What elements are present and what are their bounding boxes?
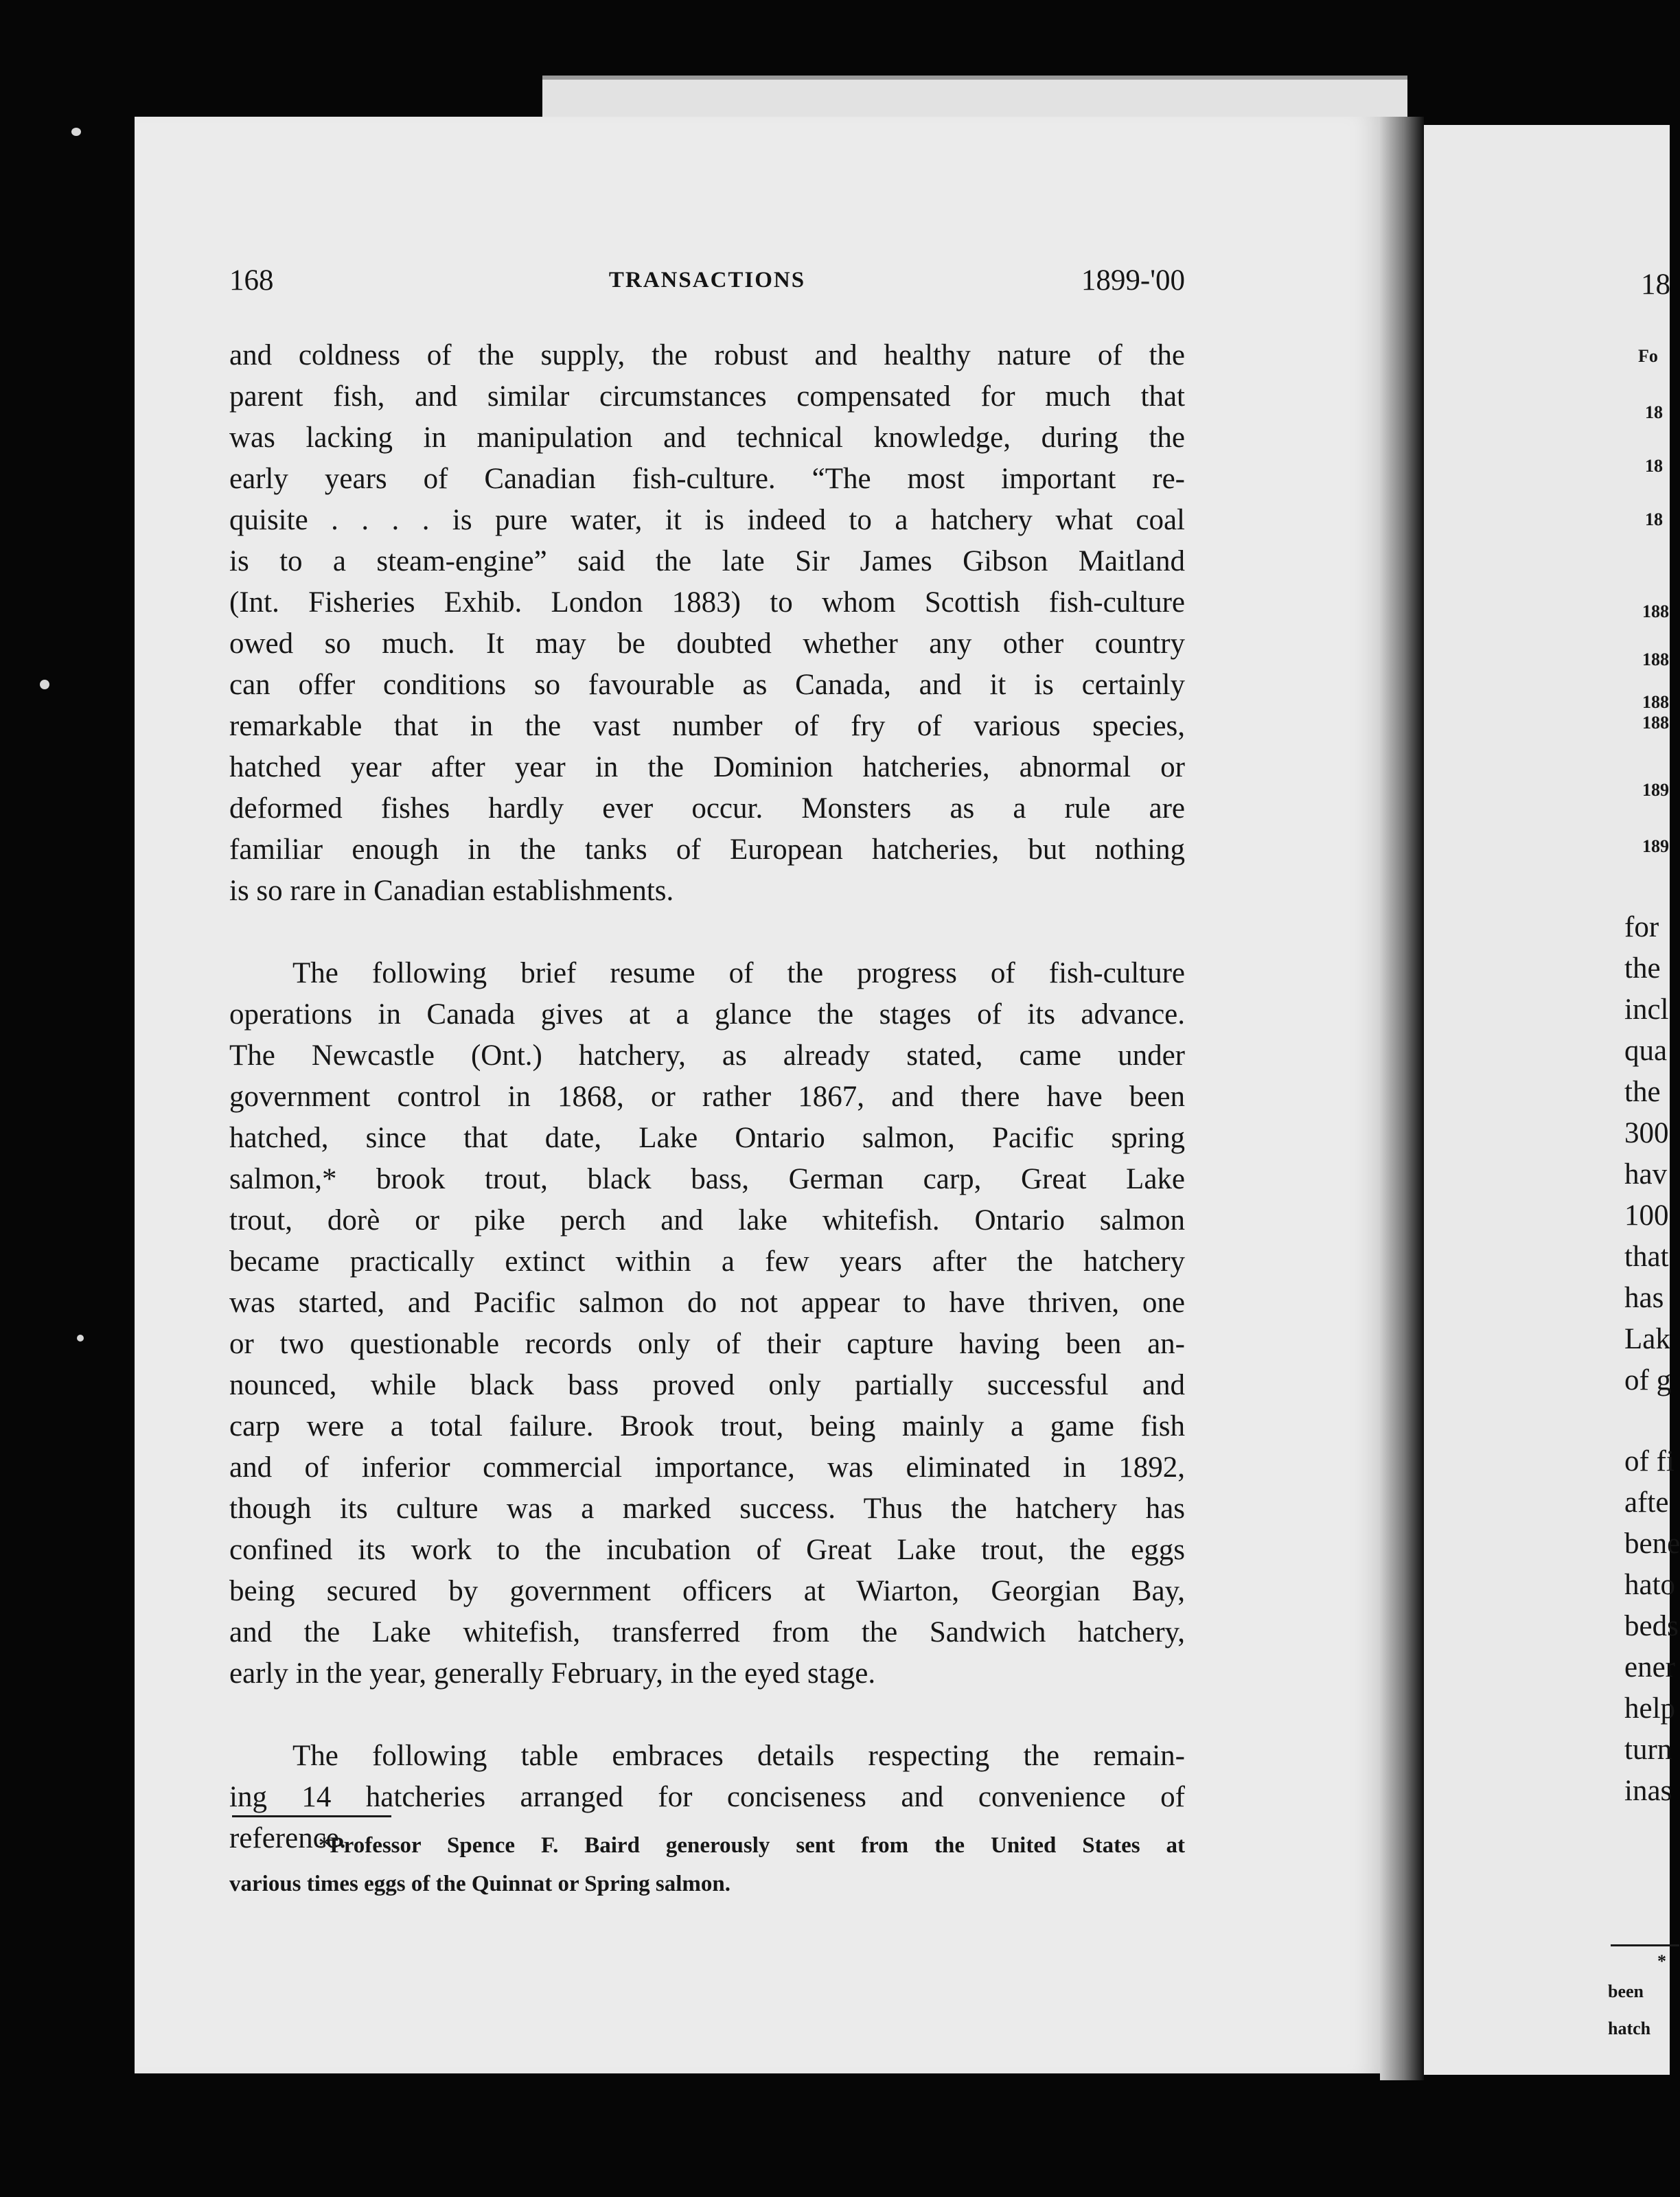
text-fragment: 100 [1624,1199,1669,1232]
text-line: familiar enough in the tanks of European hatcheries, but nothing [229,833,1185,866]
text-line: and coldness of the supply, the robust and healthy nature of the [229,339,1185,371]
text-line: remarkable that in the vast number of fry of various species, [229,710,1185,742]
text-line: early in the year, generally February, in the eyed stage. [229,1657,876,1690]
text-line: quisite . . . . is pure water, it is indeed to a hatchery what coal [229,504,1185,536]
text-line: being secured by government officers at Wiarton, Georgian Bay, [229,1575,1185,1607]
dust-speck [71,128,81,136]
dust-speck [77,1335,84,1342]
text-line: was started, and Pacific salmon do not appear to have thriven, one [229,1287,1185,1319]
text-line: though its culture was a marked success. Thus the hatchery has [229,1493,1185,1525]
text-fragment: 300 [1624,1117,1669,1149]
paragraph-1 [229,335,1185,912]
table-fragment: 189 [1642,836,1669,856]
paragraph-2 [229,953,1185,1694]
text-fragment: for [1624,911,1659,943]
body-text [229,335,1185,1859]
text-fragment: hav [1624,1158,1668,1190]
text-fragment: qua [1624,1035,1668,1067]
footnote-line: *Professor Spence F. Baird generously sent from the United States at [319,1833,1185,1858]
text-line: hatched year after year in the Dominion hatcheries, abnormal or [229,751,1185,783]
text-fragment: the [1624,1076,1661,1108]
text-fragment: inas [1624,1775,1672,1807]
table-fragment: 188 [1642,601,1669,621]
text-line: trout, dorè or pike perch and lake whitefish. Ontario salmon [229,1204,1185,1236]
text-fragment: Lak [1624,1323,1670,1355]
text-fragment: afte [1624,1486,1669,1519]
table-fragment: 188 [1642,692,1669,712]
text-line: government control in 1868, or rather 1867, and there have been [229,1081,1185,1113]
text-line: (Int. Fisheries Exhib. London 1883) to whom Scottish fish-culture [229,586,1185,619]
text-line: and the Lake whitefish, transferred from the Sandwich hatchery, [229,1616,1185,1648]
text-line: The Newcastle (Ont.) hatchery, as already stated, came under [229,1039,1185,1072]
text-line: deformed fishes hardly ever occur. Monsters as a rule are [229,792,1185,825]
text-line: parent fish, and similar circumstances compensated for much that [229,380,1185,413]
text-line: The following brief resume of the progress of fish-culture [292,957,1185,989]
text-line: was lacking in manipulation and technical knowledge, during the [229,422,1185,454]
footnote-line: various times eggs of the Quinnat or Spring salmon. [229,1872,731,1896]
text-fragment: ener [1624,1651,1675,1683]
table-fragment: 188 [1642,649,1669,669]
running-title: TRANSACTIONS [608,268,806,292]
dust-speck [40,680,49,689]
text-fragment: that [1624,1241,1669,1273]
text-line: is so rare in Canadian establishments. [229,875,674,907]
table-fragment: Fo [1638,346,1658,366]
table-fragment: 18 [1645,402,1663,422]
text-fragment: has [1624,1282,1664,1314]
text-fragment: the [1624,952,1661,985]
text-line: early years of Canadian fish-culture. “The most important re- [229,463,1185,495]
text-fragment: beds [1624,1610,1679,1642]
text-line: became practically extinct within a few years after the hatchery [229,1245,1185,1278]
text-line: carp were a total failure. Brook trout, being mainly a game fish [229,1410,1185,1442]
table-fragment: 18 [1645,509,1663,529]
text-line: salmon,* brook trout, black bass, German carp, Great Lake [229,1163,1185,1195]
table-fragment: 188 [1642,713,1669,733]
text-line: can offer conditions so favourable as Canada, and it is certainly [229,669,1185,701]
text-line: reference. [229,1822,347,1854]
text-fragment: bene [1624,1528,1680,1560]
text-line: The following table embraces details respecting the remain- [292,1740,1185,1772]
text-line: ing 14 hatcheries arranged for conciseness and convenience of [229,1781,1185,1813]
header-year: 1899-'00 [1081,264,1185,297]
book-gutter [1380,117,1424,2080]
text-fragment: turn [1624,1734,1672,1766]
text-fragment: incl [1624,993,1669,1026]
footnote [229,1826,1185,1903]
right-footnote-fragment: hatch [1608,2018,1651,2038]
text-fragment: help [1624,1692,1676,1725]
page-top-edge [542,76,1407,122]
right-footnote-fragment: been [1608,1981,1644,2001]
table-fragment: 189 [1642,780,1669,800]
text-line: or two questionable records only of their capture having been an- [229,1328,1185,1360]
text-line: hatched, since that date, Lake Ontario salmon, Pacific spring [229,1122,1185,1154]
text-line: and of inferior commercial importance, was eliminated in 1892, [229,1451,1185,1484]
text-fragment: of g [1624,1364,1672,1396]
right-footnote-fragment: * [1657,1951,1666,1971]
right-footnote-rule [1611,1944,1679,1946]
text-line: confined its work to the incubation of Great Lake trout, the eggs [229,1534,1185,1566]
footnote-rule [232,1815,391,1817]
page-number: 168 [229,264,274,297]
text-fragment: of fi [1624,1445,1675,1477]
text-line: is to a steam-engine” said the late Sir James Gibson Maitland [229,545,1185,577]
right-page-number: 18 [1641,268,1670,301]
text-fragment: hato [1624,1569,1676,1601]
page-header [229,264,1185,305]
right-page [1424,125,1680,2075]
text-line: nounced, while black bass proved only partially successful and [229,1369,1185,1401]
text-line: operations in Canada gives at a glance the stages of its advance. [229,998,1185,1031]
table-fragment: 18 [1645,456,1663,476]
text-line: owed so much. It may be doubted whether any other country [229,628,1185,660]
